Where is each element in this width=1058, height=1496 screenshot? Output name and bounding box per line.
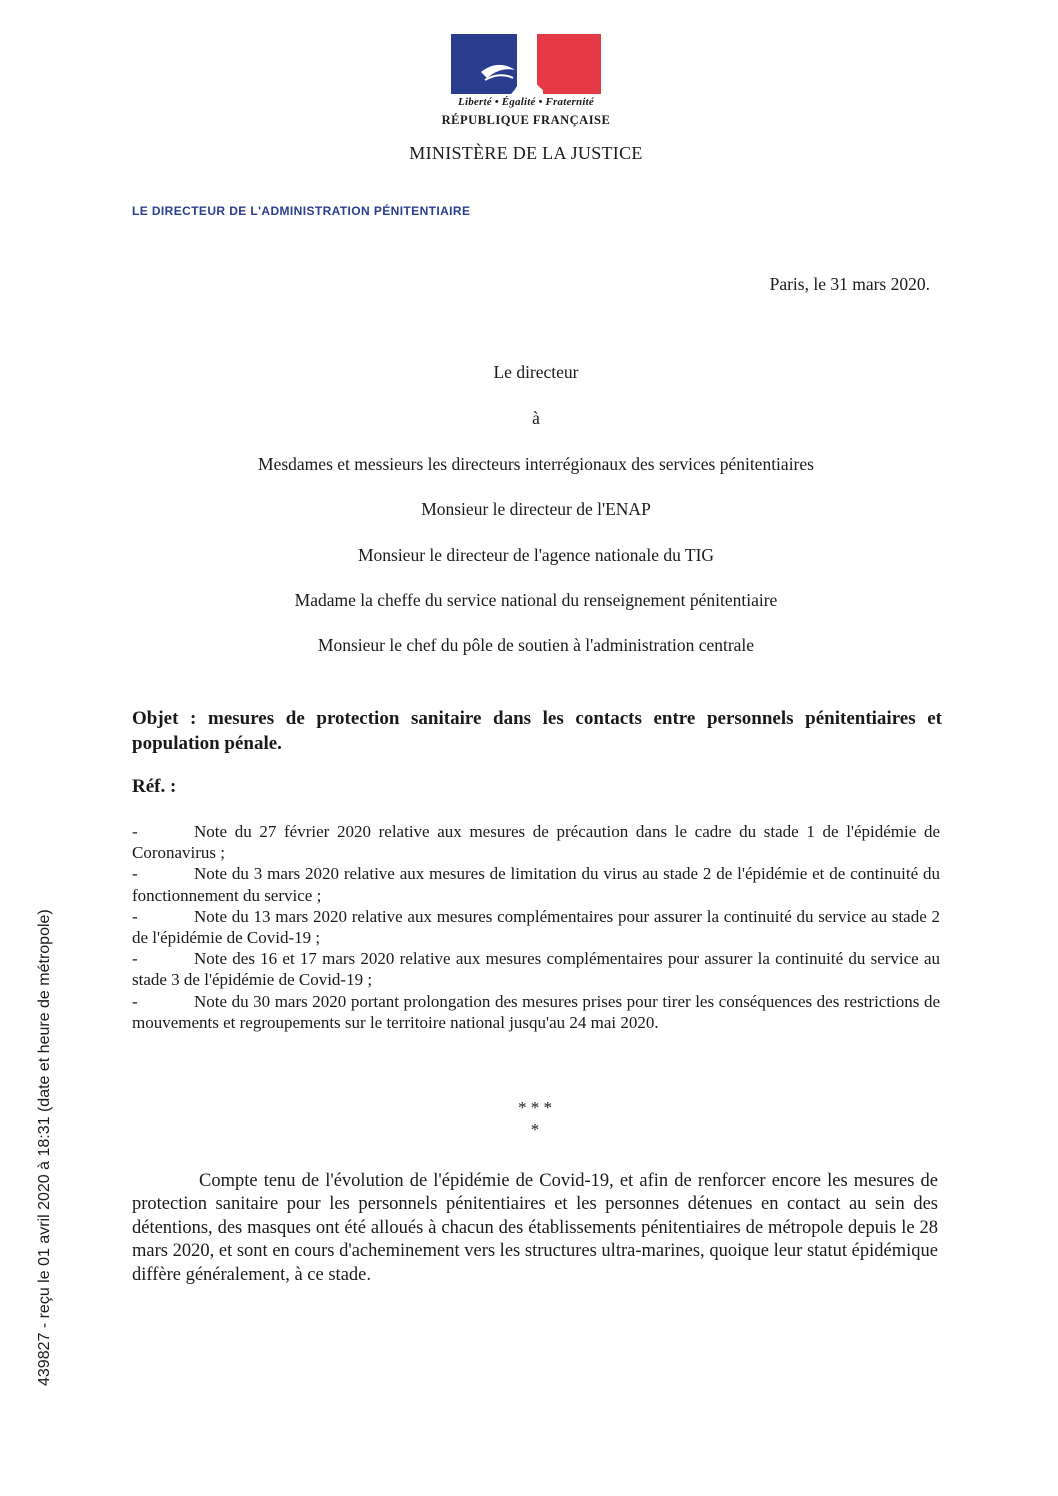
addressee-line: Monsieur le chef du pôle de soutien à l'administration centrale [317,635,755,655]
list-dash: - [132,949,138,969]
reference-text: Note du 30 mars 2020 portant prolongation des mesures prises pour tirer les conséquences des restrictions de mouvements et regroupements sur le territoire national jusqu'au 24 mai 2020. [132,991,940,1032]
reference-list [132,821,940,1033]
reference-label: Réf. : [132,776,177,797]
body-paragraph: Compte tenu de l'évolution de l'épidémie de Covid-19, et afin de renforcer encore les mesures de protection sanitaire pour les personnels pénitentiaires et les personnes détenues en contact au sein des détentions, des masques ont été alloués à chacun des établissements pénitentiaires de métropole depuis le 28 mars 2020, et sont en cours d'acheminement vers les structures ultra-marines, quoique leur statut épidémique diffère généralement, à ce stade. [132,1171,938,1285]
section-separator [480,1097,590,1141]
republique-francaise: RÉPUBLIQUE FRANÇAISE [441,113,611,127]
reference-text: Note des 16 et 17 mars 2020 relative aux mesures complémentaires pour assurer la continuité du service au stade 3 de l'épidémie de Covid-19 ; [132,949,940,990]
subject-line: Objet : mesures de protection sanitaire dans les contacts entre personnels pénitentiaires et population pénale. [132,708,942,754]
reference-item [132,821,940,863]
to-line: à [532,408,540,428]
list-dash: - [132,822,138,841]
marianne-logo-icon [451,34,601,94]
reference-item [132,906,940,948]
reference-item [132,991,940,1033]
marianne-logo [451,34,601,94]
addressee-line: Madame la cheffe du service national du renseignement pénitentiaire [294,590,778,610]
addressee-line: Monsieur le directeur de l'agence nationale du TIG [357,545,715,565]
reference-text: Note du 13 mars 2020 relative aux mesures complémentaires pour assurer la continuité du service au stade 2 de l'épidémie de Covid-19 ; [132,906,940,948]
motto: Liberté • Égalité • Fraternité [458,96,594,108]
separator-line-2: * [530,1120,540,1139]
list-dash: - [132,864,138,884]
addressee-line: Mesdames et messieurs les directeurs interrégionaux des services pénitentiaires [258,454,814,474]
reference-item [132,948,940,990]
list-dash: - [132,906,138,926]
addressee-line: Monsieur le directeur de l'ENAP [421,499,651,519]
letter-date: Paris, le 31 mars 2020. [769,274,930,294]
reception-stamp: 439827 - reçu le 01 avril 2020 à 18:31 (date et heure de métropole) [36,909,53,1386]
reference-item [132,863,940,905]
direction-heading: LE DIRECTEUR DE L'ADMINISTRATION PÉNITENTIAIRE [132,204,471,218]
separator-line-1: * * * [518,1098,552,1117]
reference-text: Note du 3 mars 2020 relative aux mesures de limitation du virus au stade 2 de l'épidémie et de continuité du fonctionnement du service ; [132,864,940,905]
sender-line: Le directeur [493,362,579,382]
list-dash: - [132,991,138,1011]
ministry-name: MINISTÈRE DE LA JUSTICE [409,143,643,163]
reference-text: Note du 27 février 2020 relative aux mesures de précaution dans le cadre du stade 1 de l'épidémie de Coronavirus ; [132,822,940,863]
